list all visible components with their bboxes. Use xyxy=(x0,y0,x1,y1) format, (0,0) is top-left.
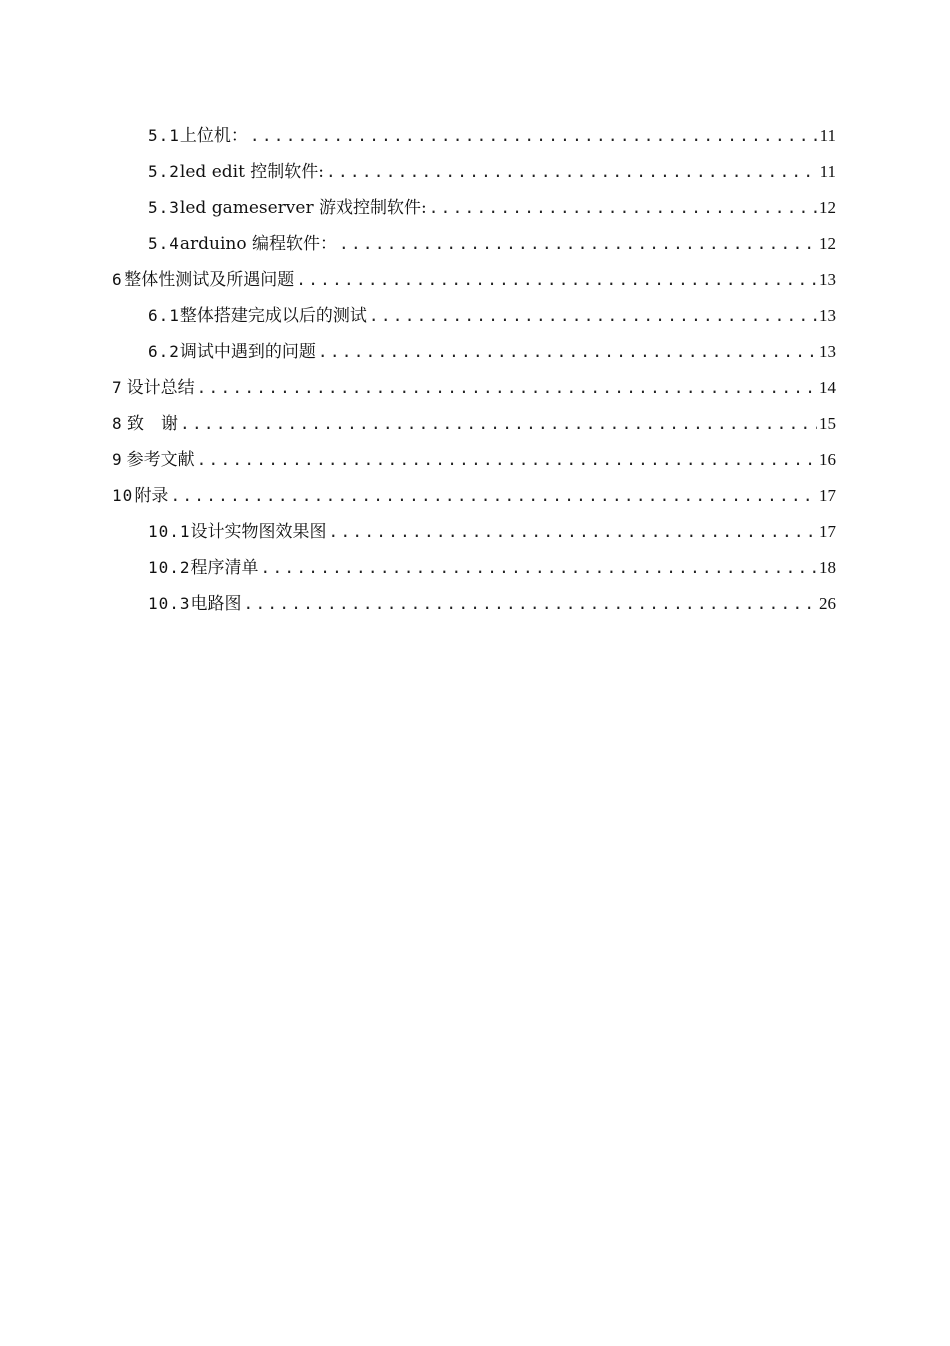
toc-entry-title: arduino 编程软件： xyxy=(179,234,338,254)
dot-leader xyxy=(244,592,817,616)
toc-entry-10[interactable] xyxy=(112,484,836,520)
toc-entry-5-4[interactable] xyxy=(112,232,836,268)
toc-entry-page: 16 xyxy=(819,450,836,469)
toc-entry-6-2[interactable] xyxy=(112,340,836,376)
toc-entry-page: 14 xyxy=(819,378,836,397)
table-of-contents xyxy=(112,124,836,628)
toc-entry-title: 整体搭建完成以后的测试 xyxy=(179,306,367,326)
toc-entry-title: 致 谢 xyxy=(127,414,179,434)
toc-entry-number: 10 xyxy=(112,486,134,505)
toc-entry-title: 电路图 xyxy=(190,594,242,614)
dot-leader xyxy=(369,304,817,328)
toc-entry-page: 17 xyxy=(819,486,836,505)
dot-leader xyxy=(197,448,817,472)
toc-entry-title: 附录 xyxy=(134,486,169,506)
dot-leader xyxy=(250,124,818,148)
toc-entry-number: 5.1 xyxy=(148,126,180,145)
dot-leader xyxy=(261,556,817,580)
toc-entry-title: led edit 控制软件: xyxy=(179,162,325,182)
toc-entry-title: led gameserver 游戏控制软件: xyxy=(179,198,427,218)
dot-leader xyxy=(326,160,818,184)
toc-entry-page: 15 xyxy=(819,414,836,433)
toc-entry-number: 5.4 xyxy=(148,234,180,253)
toc-entry-title: 设计实物图效果图 xyxy=(190,522,327,542)
toc-entry-number: 9 xyxy=(112,450,123,469)
toc-entry-10-1[interactable] xyxy=(112,520,836,556)
toc-entry-page: 13 xyxy=(819,342,836,361)
toc-entry-number: 6.1 xyxy=(148,306,180,325)
dot-leader xyxy=(197,376,817,400)
toc-entry-6[interactable] xyxy=(112,268,836,304)
toc-entry-page: 12 xyxy=(819,234,836,253)
dot-leader xyxy=(318,340,817,364)
dot-leader xyxy=(339,232,817,256)
toc-entry-5-2[interactable] xyxy=(112,160,836,196)
dot-leader xyxy=(329,520,817,544)
dot-leader xyxy=(180,412,817,436)
toc-entry-number: 10.1 xyxy=(148,522,191,541)
toc-entry-8[interactable] xyxy=(112,412,836,448)
toc-entry-title: 整体性测试及所遇问题 xyxy=(124,270,295,290)
toc-entry-number: 10.3 xyxy=(148,594,191,613)
dot-leader xyxy=(170,484,817,508)
toc-entry-number: 5.3 xyxy=(148,198,180,217)
dot-leader xyxy=(296,268,817,292)
toc-entry-title: 程序清单 xyxy=(190,558,259,578)
toc-entry-9[interactable] xyxy=(112,448,836,484)
toc-entry-page: 26 xyxy=(819,594,836,613)
dot-leader xyxy=(429,196,817,220)
toc-entry-10-2[interactable] xyxy=(112,556,836,592)
toc-entry-title: 设计总结 xyxy=(126,378,195,398)
toc-entry-5-3[interactable] xyxy=(112,196,836,232)
toc-entry-page: 18 xyxy=(819,558,836,577)
toc-entry-page: 11 xyxy=(819,162,836,181)
toc-entry-title: 上位机： xyxy=(179,126,248,146)
toc-entry-page: 13 xyxy=(819,270,836,289)
toc-entry-7[interactable] xyxy=(112,376,836,412)
toc-entry-number: 8 xyxy=(112,414,123,433)
toc-entry-title: 参考文献 xyxy=(126,450,195,470)
toc-entry-page: 11 xyxy=(819,126,836,145)
toc-entry-number: 7 xyxy=(112,378,123,397)
toc-entry-title: 调试中遇到的问题 xyxy=(179,342,316,362)
toc-entry-number: 6.2 xyxy=(148,342,180,361)
toc-entry-page: 12 xyxy=(819,198,836,217)
toc-entry-number: 6 xyxy=(112,270,123,289)
toc-entry-number: 5.2 xyxy=(148,162,180,181)
toc-entry-5-1[interactable] xyxy=(112,124,836,160)
toc-entry-6-1[interactable] xyxy=(112,304,836,340)
toc-entry-10-3[interactable] xyxy=(112,592,836,628)
toc-entry-page: 17 xyxy=(819,522,836,541)
toc-entry-number: 10.2 xyxy=(148,558,191,577)
toc-entry-page: 13 xyxy=(819,306,836,325)
